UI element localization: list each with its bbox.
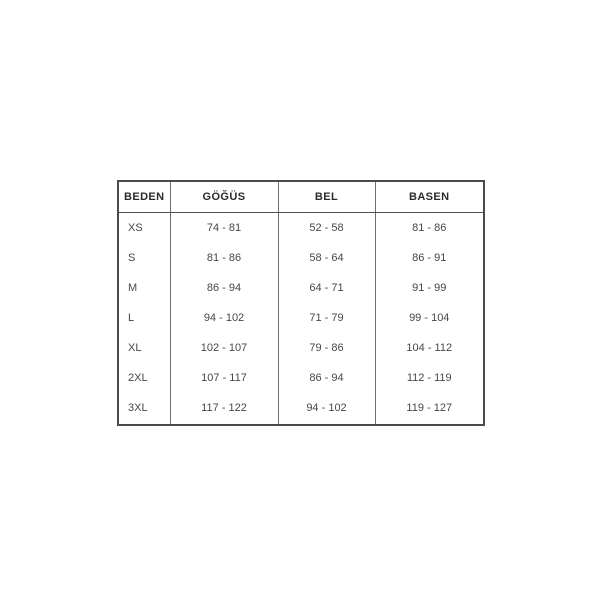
- size-label-cell: L: [128, 312, 135, 325]
- measurement-cell: 52 - 58: [278, 213, 375, 244]
- size-chart-body: [118, 213, 484, 426]
- measurement-cell: 104 - 112: [375, 333, 484, 363]
- table-row: [118, 363, 484, 393]
- measurement-cell: 74 - 81: [170, 213, 278, 244]
- size-label-cell: XL: [128, 341, 142, 354]
- measurement-cell: 79 - 86: [278, 333, 375, 363]
- size-label-cell: 3XL: [128, 402, 148, 415]
- measurement-cell: 107 - 117: [170, 363, 278, 393]
- measurement-cell: 71 - 79: [278, 303, 375, 333]
- column-header-basen: BASEN: [375, 181, 484, 213]
- table-row: [118, 393, 484, 425]
- measurement-cell: 81 - 86: [375, 213, 484, 244]
- measurement-cell: 81 - 86: [170, 244, 278, 274]
- table-row: [118, 213, 484, 244]
- size-chart-table: [117, 180, 485, 426]
- measurement-cell: 102 - 107: [170, 333, 278, 363]
- measurement-cell: 99 - 104: [375, 303, 484, 333]
- table-row: [118, 303, 484, 333]
- measurement-cell: 91 - 99: [375, 273, 484, 303]
- table-row: [118, 244, 484, 274]
- measurement-cell: 117 - 122: [170, 393, 278, 425]
- measurement-cell: 94 - 102: [170, 303, 278, 333]
- measurement-cell: 119 - 127: [375, 393, 484, 425]
- table-row: [118, 333, 484, 363]
- size-label-cell: XS: [128, 222, 143, 235]
- column-header-bel: BEL: [278, 181, 375, 213]
- column-header-beden: BEDEN: [118, 181, 170, 213]
- measurement-cell: 58 - 64: [278, 244, 375, 274]
- size-label-cell: 2XL: [128, 371, 148, 384]
- column-header-gogus: GÖĞÜS: [170, 181, 278, 213]
- header-row: [118, 181, 484, 213]
- size-label-cell: M: [128, 282, 138, 295]
- size-label-cell: S: [128, 252, 136, 265]
- measurement-cell: 86 - 94: [170, 273, 278, 303]
- size-chart-header: [118, 181, 484, 213]
- measurement-cell: 112 - 119: [375, 363, 484, 393]
- measurement-cell: 64 - 71: [278, 273, 375, 303]
- table-row: [118, 273, 484, 303]
- measurement-cell: 86 - 91: [375, 244, 484, 274]
- measurement-cell: 86 - 94: [278, 363, 375, 393]
- measurement-cell: 94 - 102: [278, 393, 375, 425]
